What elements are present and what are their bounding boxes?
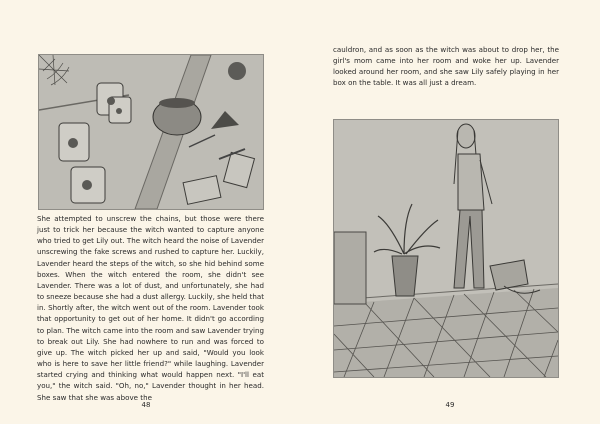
girl-in-room-drawing — [333, 119, 559, 378]
left-page-number: 48 — [141, 401, 151, 409]
witch-shelf-drawing — [38, 54, 264, 210]
right-page-body-text: cauldron, and as soon as the witch was about to drop her, the girl's mom came into her room and woke her up. Lavender looked around her room, and she saw Lily safely playing in her box on the table. It was all just a dream. — [333, 45, 559, 88]
right-page-number: 49 — [445, 401, 455, 409]
left-page-body-text: She attempted to unscrew the chains, but those were there just to trick her because the witch wanted to capture anyone who tried to get Lily out. The witch heard the noise of Lavender unscrewing the fake screws and rushed to capture her. Luckily, Lavender heard the steps of the witch, so she hid behind some boxes. When the witch entered the room, she didn't see Lavender. There was a lot of dust, and unfortunately, she had to sneeze because she had a dust allergy. Luckily, she held that in. Shortly after, the witch went out of the room. Lavender took that opportunity to get out of her home. It didn't go according to plan. The witch came into the room and saw Lavender trying to break out Lily. She had nowhere to run and was forced to give up. The witch picked her up and said, "Would you look who is here to save her little friend?" while laughing. Lavender started crying and thinking what would happen next. "I'll eat you," the witch said. "Oh, no," Lavender thought in her head. She saw that she was above the — [37, 214, 264, 402]
right-page — [300, 0, 600, 424]
